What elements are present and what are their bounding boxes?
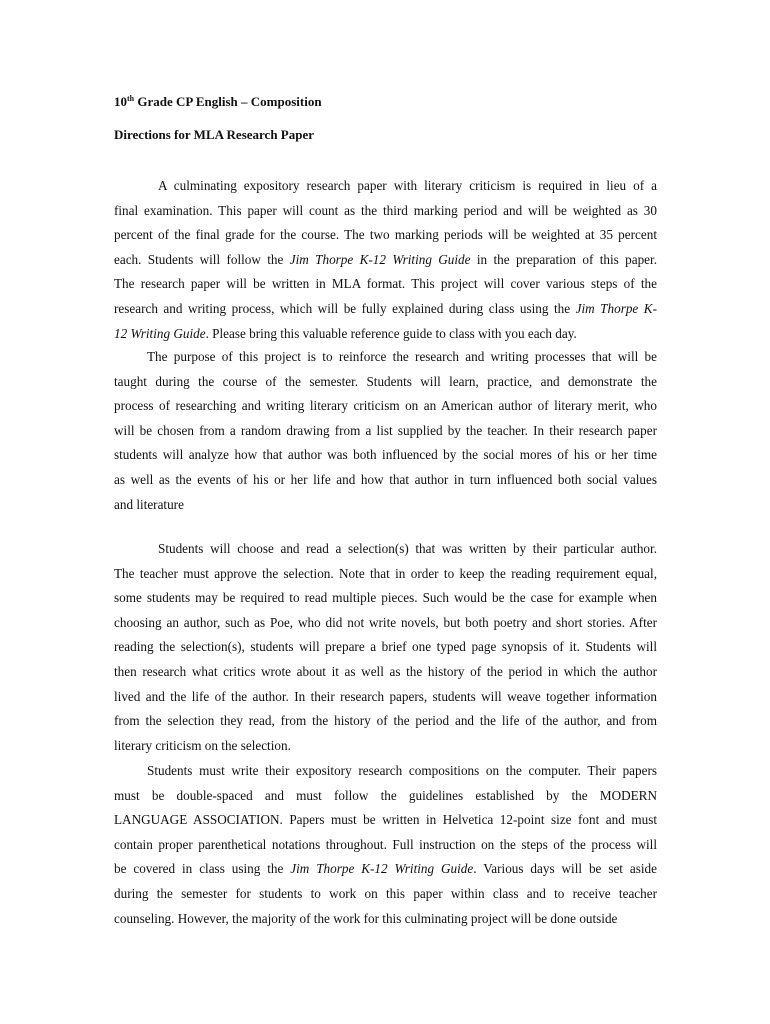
text-run: The research paper will be written in MLA format. This project will cover various steps of the [114, 276, 657, 292]
text-line [114, 738, 291, 754]
text-run: literary criticism on the selection. [114, 737, 291, 753]
text-run: final examination. This paper will count as the third marking period and will be weighted as 30 [114, 202, 657, 218]
text-line [114, 615, 657, 631]
text-run: from the selection they read, from the history of the period and the life of the author, and from [114, 713, 657, 729]
text-run: then research what critics wrote about it as well as the history of the period in which the author [114, 664, 657, 679]
text-line [114, 837, 657, 853]
text-line [114, 472, 657, 488]
text-line [114, 423, 657, 439]
text-run: The purpose of this project is to reinforce the research and writing processes that will be [147, 349, 657, 364]
text-line [114, 713, 657, 729]
text-line [114, 639, 657, 655]
text-run: some students may be required to read multiple pieces. Such would be the case for example when [114, 590, 657, 606]
text-run: . Please bring this valuable reference guide to class with you each day. [205, 325, 577, 341]
italic-title: Jim Thorpe K-12 Writing Guide [289, 251, 471, 267]
text-run: contain proper parenthetical notations throughout. Full instruction on the steps of the process will [114, 836, 657, 852]
text-line [114, 276, 657, 292]
course-title: Grade CP English – Composition [137, 94, 322, 109]
text-run: will be chosen from a random drawing from a list supplied by the teacher. In their research paper [114, 422, 657, 438]
grade-suffix: th [127, 94, 135, 103]
text-line [114, 301, 657, 317]
text-run: percent of the final grade for the course. The two marking periods will be weighted at 35 percent [114, 227, 657, 243]
italic-title: Jim Thorpe K-12 Writing Guide [290, 861, 474, 877]
text-run: during the semester for students to work on this paper within class and to receive teacher [114, 886, 657, 901]
text-run: each. Students will follow the [114, 251, 290, 267]
text-line [158, 541, 657, 557]
text-run: must be double-spaced and must follow the guidelines established by the MODERN [114, 787, 657, 803]
text-run: A culminating expository research paper with literary criticism is required in lieu of a [158, 178, 657, 193]
text-run: LANGUAGE ASSOCIATION. Papers must be written in Helvetica 12-point size font and must [114, 812, 657, 828]
text-line [147, 763, 657, 779]
course-heading [114, 94, 322, 110]
grade-number: 10 [114, 94, 127, 109]
text-run: counseling. However, the majority of the work for this culminating project will be done outside [114, 910, 618, 926]
text-line [114, 398, 657, 414]
text-line [114, 326, 577, 342]
text-line [114, 566, 657, 582]
text-run: be covered in class using the [114, 861, 291, 877]
text-run: in the preparation of this paper. [470, 251, 657, 267]
text-line [114, 203, 657, 219]
text-line [114, 497, 184, 513]
text-run: The teacher must approve the selection. Note that in order to keep the reading requirement equal, [114, 565, 657, 581]
text-line [147, 349, 657, 365]
text-run: as well as the events of his or her life and how that author in turn influenced both social values [114, 472, 657, 487]
text-line [114, 788, 657, 804]
text-line [114, 252, 657, 268]
text-line [114, 689, 657, 705]
text-line [114, 227, 657, 243]
text-run: Students must write their expository research compositions on the computer. Their papers [147, 763, 657, 778]
text-line [158, 178, 657, 194]
text-run: lived and the life of the author. In their research papers, students will weave together information [114, 688, 657, 704]
text-line [114, 861, 657, 877]
text-line [114, 374, 657, 390]
text-line [114, 664, 657, 680]
italic-title: Jim Thorpe K- [575, 301, 657, 316]
text-run: students will analyze how that author was both influenced by the social mores of his or her time [114, 447, 657, 463]
text-run: taught during the course of the semester. Students will learn, practice, and demonstrate the [114, 373, 657, 389]
text-run: reading the selection(s), students will prepare a brief one typed page synopsis of it. Students will [114, 639, 657, 655]
text-line [114, 812, 657, 828]
text-line [114, 590, 657, 606]
text-line [114, 911, 617, 927]
text-run: process of researching and writing literary criticism on an American author of literary merit, who [114, 398, 657, 414]
text-line [114, 886, 657, 902]
text-run: and literature [114, 496, 184, 512]
text-run: . Various days will be set aside [473, 861, 657, 877]
text-line [114, 447, 657, 463]
text-run: choosing an author, such as Poe, who did not write novels, but both poetry and short stories. After [114, 614, 657, 630]
italic-title: 12 Writing Guide [114, 325, 206, 341]
text-run: research and writing process, which will be fully explained during class using the [114, 301, 576, 316]
text-run: Students will choose and read a selection(s) that was written by their particular author. [158, 541, 657, 556]
page-subtitle: Directions for MLA Research Paper [114, 127, 315, 142]
